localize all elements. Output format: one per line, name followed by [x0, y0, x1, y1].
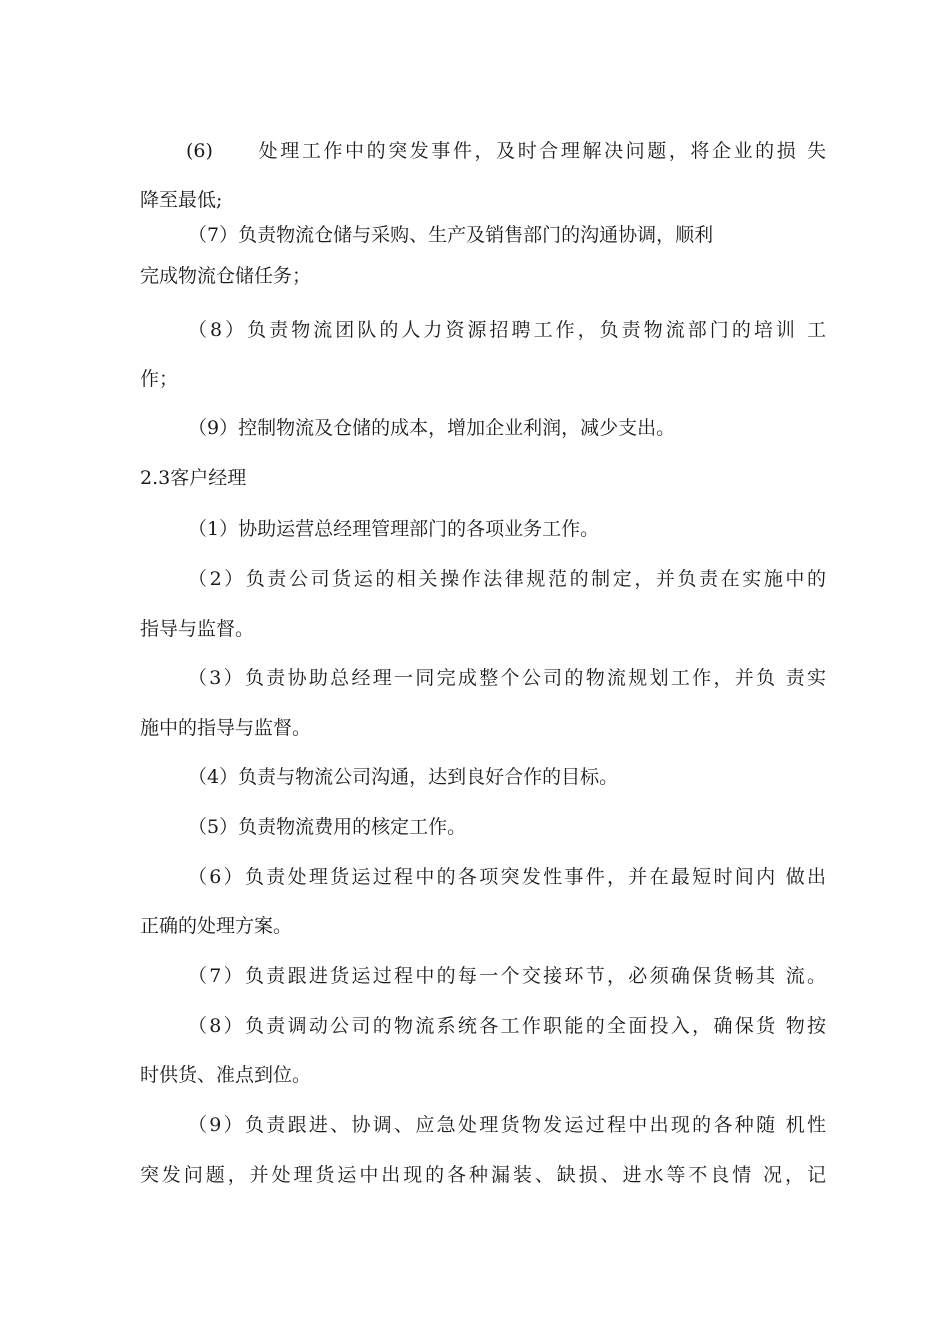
text-line: （5）负责物流费用的核定工作。 [188, 816, 467, 838]
text-line: （7）负责跟进货运过程中的每一个交接环节，必须确保货畅其 流。 [188, 965, 826, 987]
text-line: 施中的指导与监督。 [140, 717, 312, 739]
text-line: （9）控制物流及仓储的成本，增加企业利润，减少支出。 [188, 417, 676, 439]
text-line: （6）负责处理货运过程中的各项突发性事件，并在最短时间内 做出 [188, 866, 826, 888]
text-line: （8）负责物流团队的人力资源招聘工作，负责物流部门的培训 工 [188, 319, 826, 341]
text-line: （7）负责物流仓储与采购、生产及销售部门的沟通协调，顺利 [188, 224, 714, 246]
text-line: （1）协助运营总经理管理部门的各项业务工作。 [188, 518, 600, 540]
text-line: （2）负责公司货运的相关操作法律规范的制定，并负责在实施中的 [188, 568, 826, 590]
text-line: (6) 处理工作中的突发事件，及时合理解决问题，将企业的损 失 [186, 140, 826, 162]
section-heading: 2.3客户经理 [140, 467, 247, 489]
text-line: （4）负责与物流公司沟通，达到良好合作的目标。 [188, 766, 619, 788]
text-line: 时供货、准点到位。 [140, 1064, 312, 1086]
text-line: （3）负责协助总经理一同完成整个公司的物流规划工作，并负 责实 [188, 667, 826, 689]
text-line: 突发问题，并处理货运中出现的各种漏装、缺损、进水等不良情 况，记 [140, 1164, 826, 1186]
text-line: 正确的处理方案。 [140, 915, 293, 937]
text-line: 完成物流仓储任务； [140, 265, 312, 287]
text-line: 降至最低; [140, 189, 223, 211]
text-line: 指导与监督。 [140, 618, 255, 640]
text-line: 作； [140, 368, 179, 390]
text-line: （8）负责调动公司的物流系统各工作职能的全面投入，确保货 物按 [188, 1015, 826, 1037]
text-line: （9）负责跟进、协调、应急处理货物发运过程中出现的各种随 机性 [188, 1114, 826, 1136]
